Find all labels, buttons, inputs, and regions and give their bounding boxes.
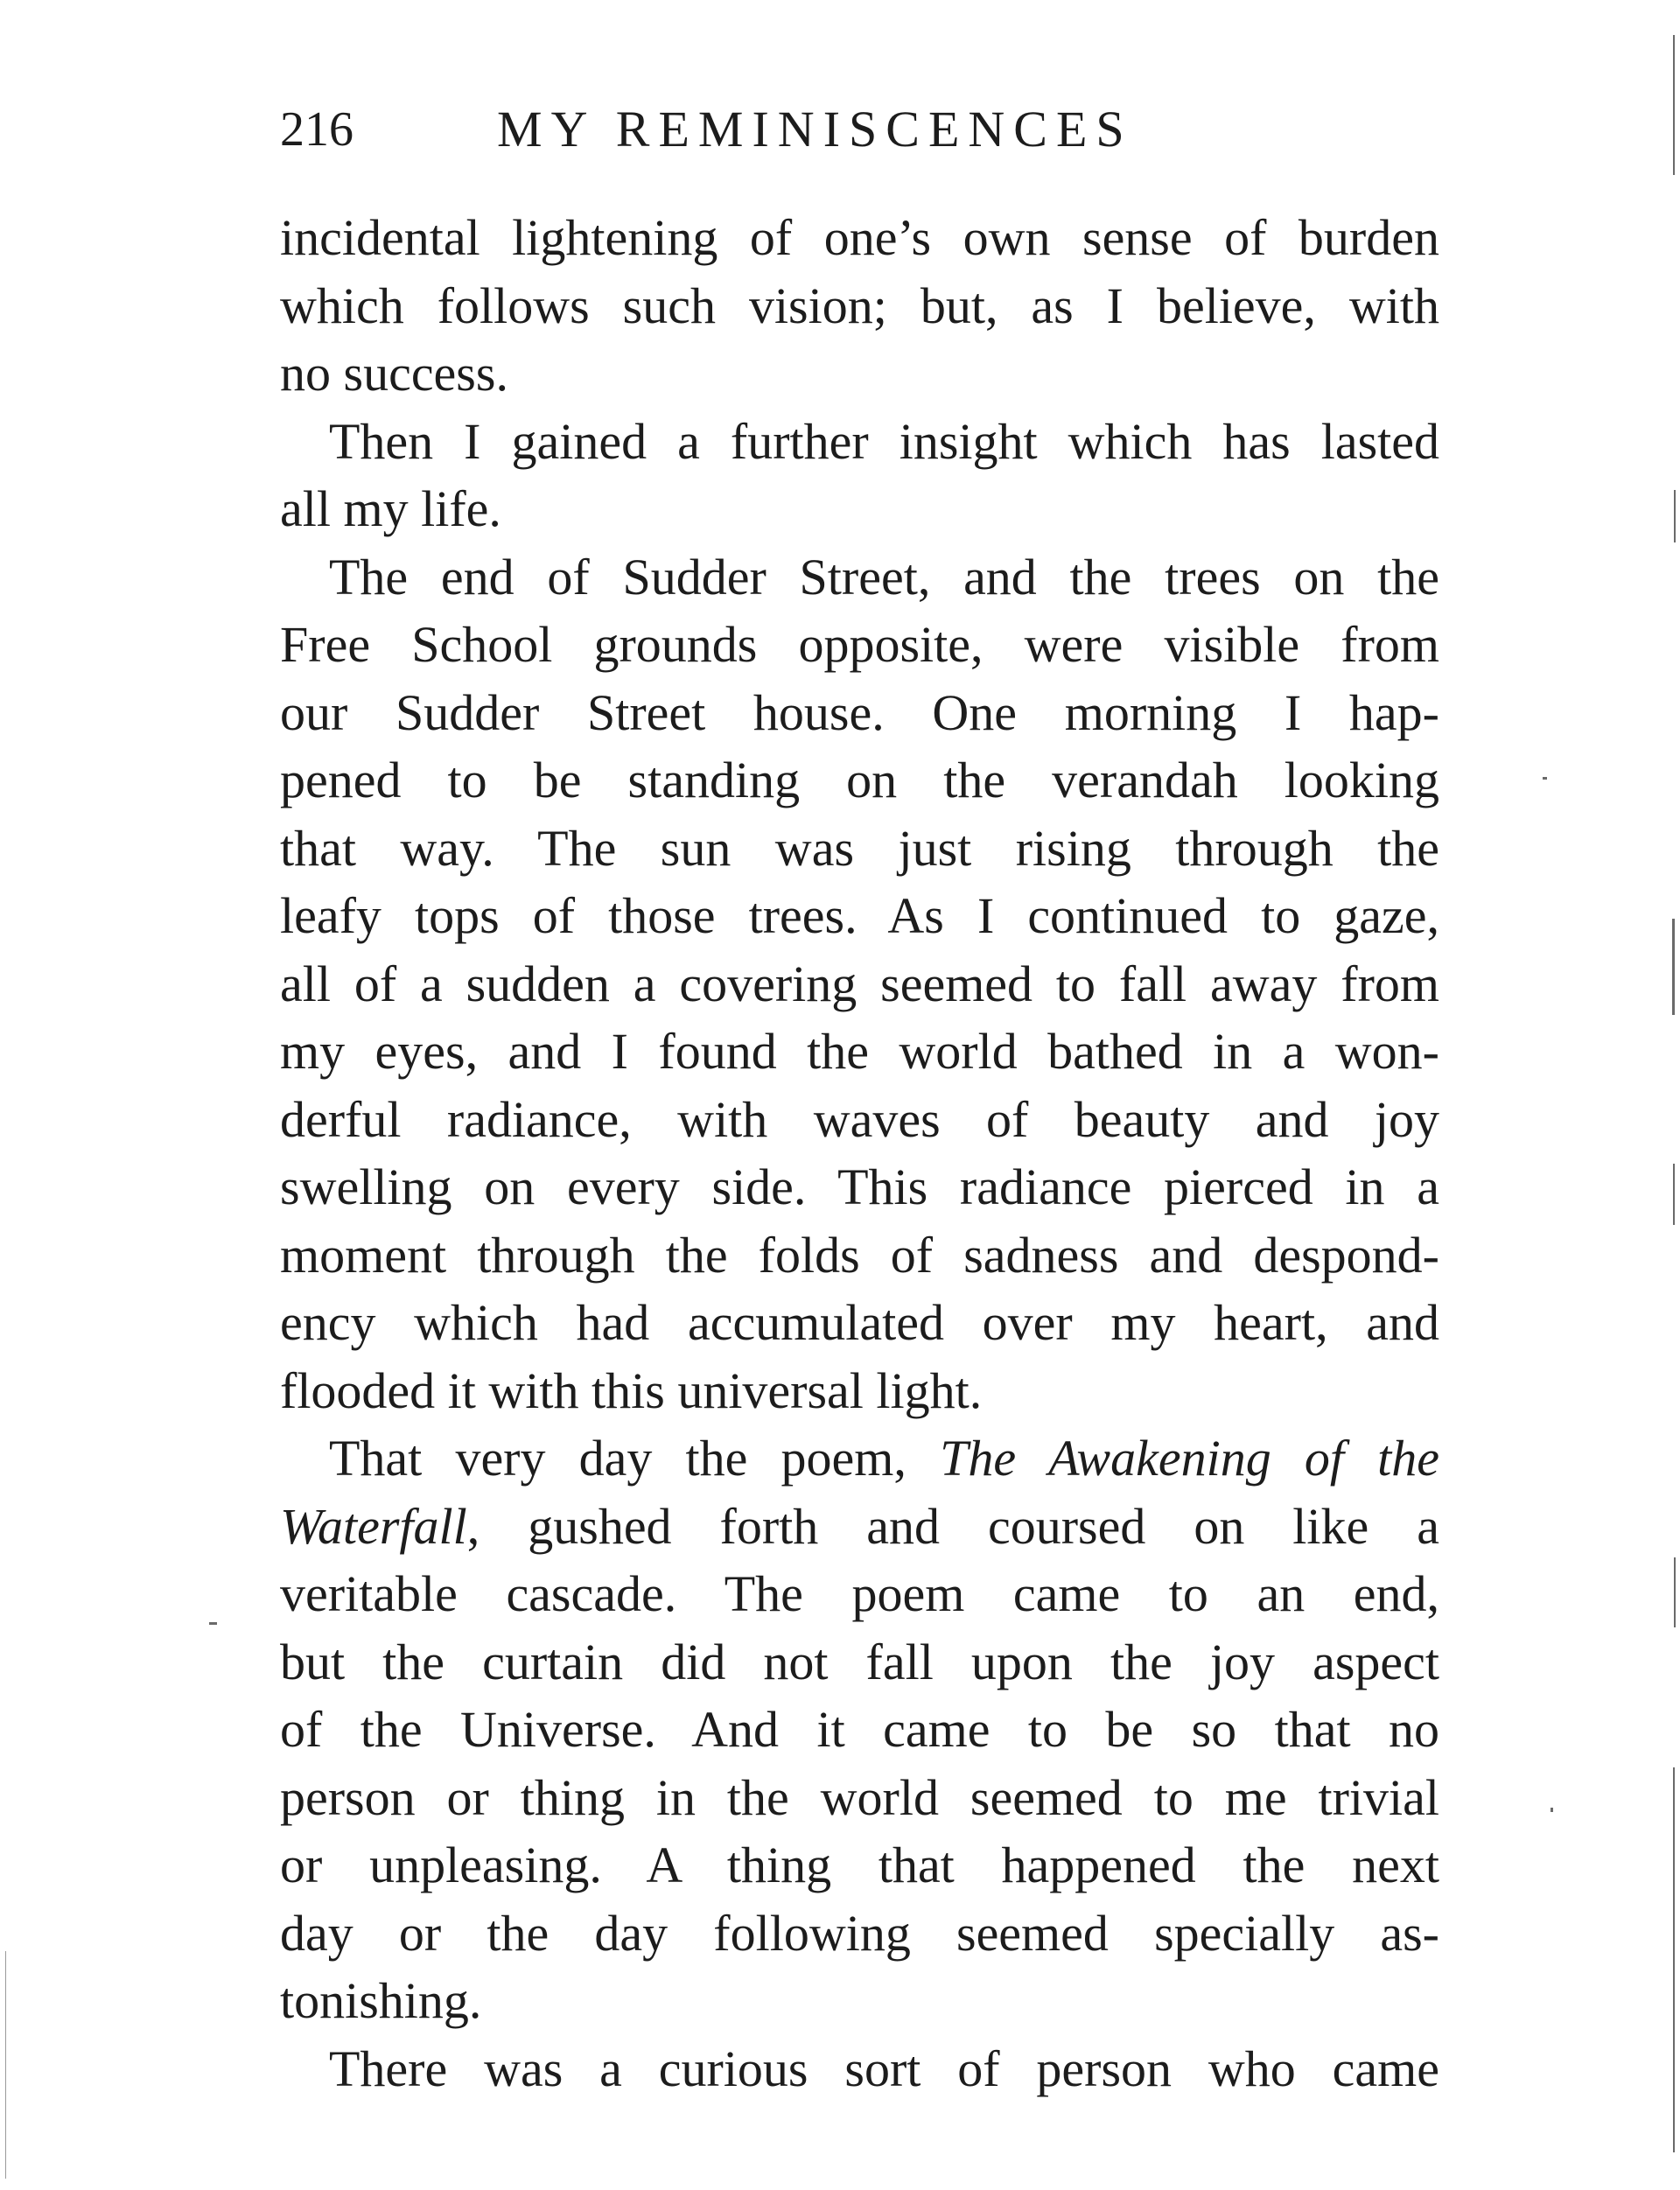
text-line: swelling on every side. This radiance pierced in a [280,1158,1439,1215]
text-line: There was a curious sort of person who came [329,2040,1439,2097]
text-line: Free School grounds opposite, were visible from [280,616,1439,673]
text-line: or unpleasing. A thing that happened the next [280,1837,1439,1893]
text-line: The end of Sudder Street, and the trees on the [329,548,1439,605]
text-run: That very day the poem, [329,1430,941,1487]
text-line: no success. [280,345,508,402]
text-line: ency which had accumulated over my heart, and [280,1294,1439,1351]
text-line: veritable cascade. The poem came to an end, [280,1565,1439,1622]
poem-title: The Awakening of the [940,1430,1439,1487]
scan-edge-line [1673,1164,1675,1225]
text-line: but the curtain did not fall upon the joy aspect [280,1633,1439,1690]
text-line: person or thing in the world seemed to me trivial [280,1768,1439,1826]
scan-edge-line [1673,35,1675,175]
text-line: all my life. [280,480,501,537]
text-line: leafy tops of those trees. As I continued to gaze, [280,887,1439,944]
scan-edge-line [1673,1767,1675,2152]
text-line: pened to be standing on the verandah looking [280,752,1439,808]
scan-edge-line [5,1951,6,2179]
text-line: of the Universe. And it came to be so that no [280,1701,1439,1758]
text-line: all of a sudden a covering seemed to fall away from [280,955,1439,1012]
text-line: day or the day following seemed specially as- [280,1904,1439,1962]
text-line: incidental lightening of one’s own sense of burden [280,209,1439,266]
page-number: 216 [280,102,354,157]
running-head [280,94,1435,164]
book-title: MY REMINISCENCES [497,101,1133,157]
scan-edge-line [1672,919,1675,1015]
text-line: flooded it with this universal light. [280,1361,983,1419]
text-run: , gushed forth and coursed on like a [466,1497,1439,1555]
body-text [280,204,1439,2103]
text-line [280,1424,1439,1493]
text-line [280,1493,1439,1561]
text-line: tonishing. [280,1972,482,2029]
scan-speck [1550,1808,1553,1812]
poem-title: Waterfall [280,1497,467,1555]
scan-edge-line [1674,490,1676,542]
scan-edge-line [1674,1557,1676,1627]
text-line: that way. The sun was just rising through the [280,819,1439,877]
scan-speck [209,1622,217,1625]
text-line: Then I gained a further insight which has lasted [329,412,1439,470]
text-line: my eyes, and I found the world bathed in a won- [280,1023,1439,1080]
scan-speck [1543,777,1547,780]
text-line: moment through the folds of sadness and despond- [280,1226,1439,1284]
text-line: derful radiance, with waves of beauty and joy [280,1090,1439,1148]
text-line: which follows such vision; but, as I believe, with [280,276,1439,334]
text-line: our Sudder Street house. One morning I hap- [280,683,1439,741]
